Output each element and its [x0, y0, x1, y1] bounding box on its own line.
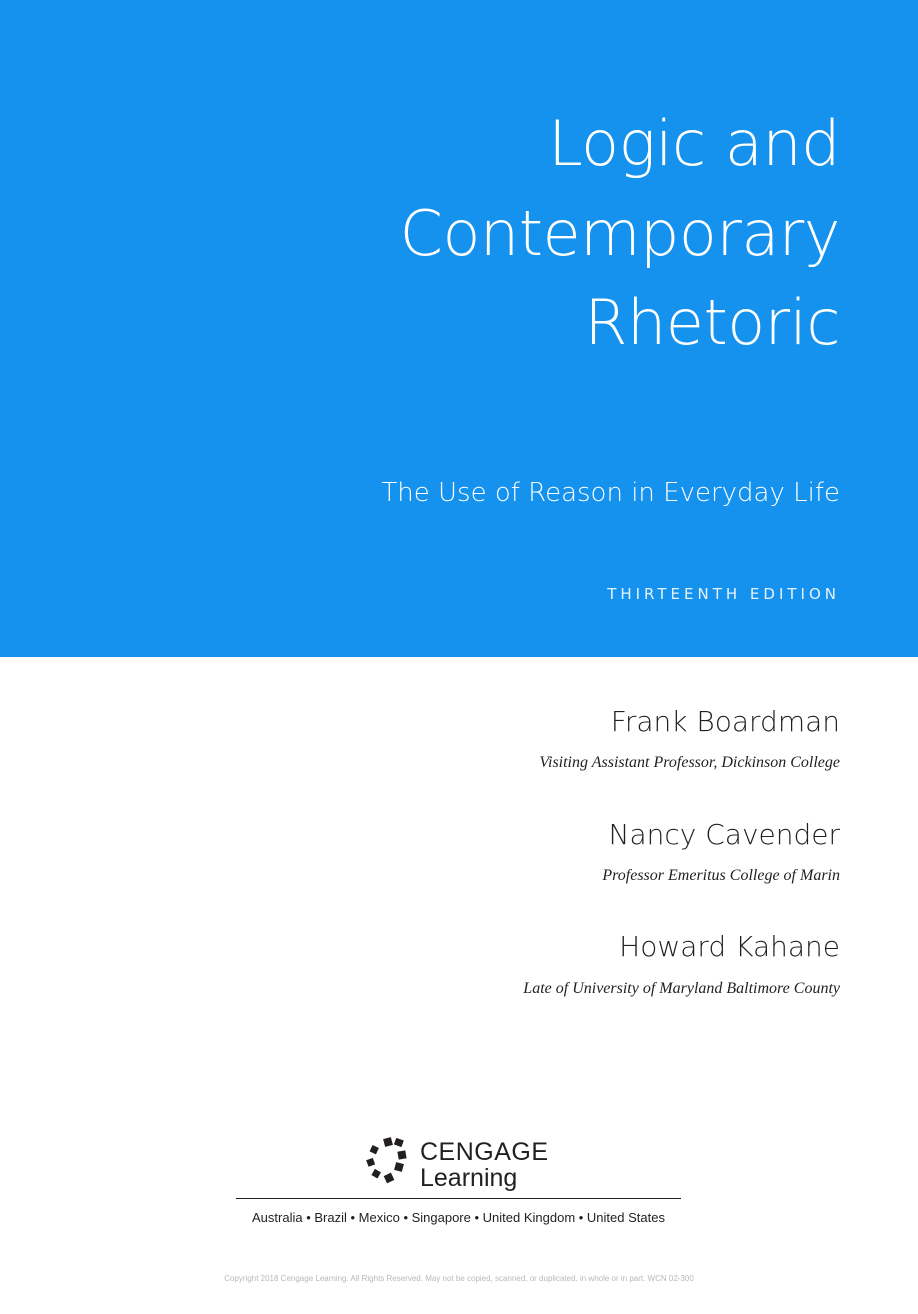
author-affiliation-cavender: Professor Emeritus College of Marin — [602, 867, 840, 884]
author-name-boardman: Frank Boardman — [610, 705, 840, 738]
edition-label: THIRTEENTH EDITION — [607, 585, 840, 603]
author-name-cavender: Nancy Cavender — [608, 818, 840, 851]
publisher-divider — [236, 1198, 681, 1199]
cengage-logo-icon — [364, 1136, 412, 1184]
copyright-notice: Copyright 2018 Cengage Learning. All Rights Reserved. May not be copied, scanned, or duplicated, in whole or in part. WCN 02-300 — [224, 1274, 694, 1283]
book-title-line-1: Logic and — [548, 107, 840, 180]
book-title-line-2: Contemporary — [399, 197, 840, 270]
book-subtitle: The Use of Reason in Everyday Life — [381, 478, 840, 508]
publisher-countries: Australia • Brazil • Mexico • Singapore • United Kingdom • United States — [252, 1210, 665, 1225]
author-affiliation-kahane: Late of University of Maryland Baltimore County — [523, 980, 840, 997]
publisher-name-learning: Learning — [420, 1164, 518, 1192]
author-affiliation-boardman: Visiting Assistant Professor, Dickinson College — [539, 754, 840, 771]
author-name-kahane: Howard Kahane — [619, 930, 840, 963]
publisher-name: CENGAGE — [420, 1138, 549, 1166]
book-title-line-3: Rhetoric — [584, 286, 840, 359]
